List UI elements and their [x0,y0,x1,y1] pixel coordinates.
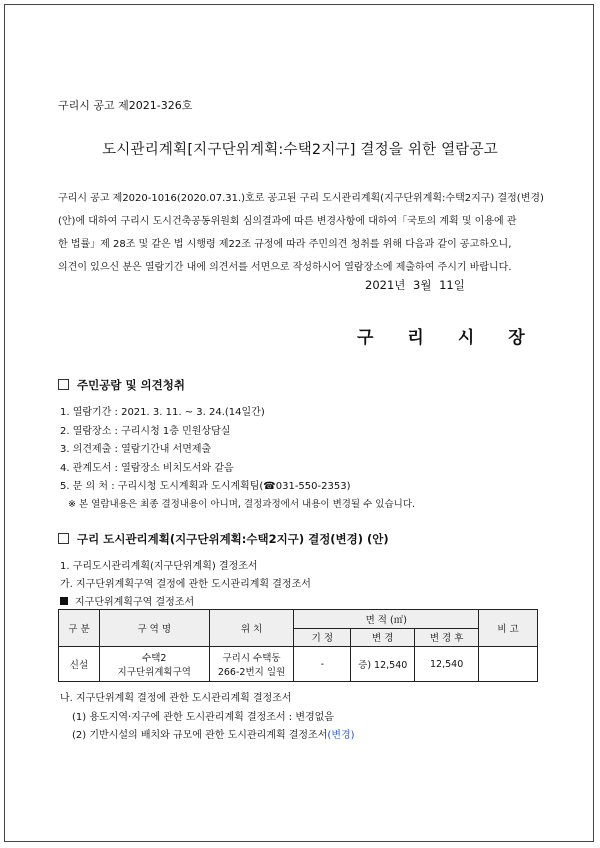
table-caption [60,593,194,608]
table-caption-text: 지구단위계획구역 결정조서 [75,597,195,608]
cell-existing: - [294,647,351,682]
section2-line3: 나. 지구단위계획 결정에 관한 도시관리계획 결정조서 [60,693,292,704]
body-line: 한 법률」제 28조 및 같은 법 시행령 제22조 규정에 따라 주민의견 청취를 위해 다음과 같이 공고하오니, [58,239,512,250]
table-row [59,647,538,682]
checkbox-icon [58,533,69,544]
header-location: 위 치 [209,610,294,647]
section2-sub2 [72,726,355,741]
location-line: 266-2번지 일원 [217,667,286,678]
decision-table [58,609,538,682]
section1-note: ※ 본 열람내용은 최종 결정내용이 아니며, 결정과정에서 내용이 변경될 수 있습니다. [68,499,416,510]
checkbox-icon [58,379,69,390]
section1-heading [58,377,185,393]
header-zone-name: 구 역 명 [99,610,209,647]
header-change: 변 경 [351,628,415,647]
notice-title: 도시관리계획[지구단위계획:수택2지구] 결정을 위한 열람공고 [102,142,498,158]
body-line: (안)에 대하여 구리시 도시건축공동위원회 심의결과에 따른 변경사항에 대하여「국토의 계획 및 이용에 관 [58,216,517,227]
body-line: 구리시 공고 제2020-1016(2020.07.31.)호로 공고된 구리 도시관리계획(지구단위계획:수택2지구) 결정(변경) [58,193,544,204]
section2-line1: 1. 구리도시관리계획(지구단위계획) 결정조서 [60,561,258,572]
header-area: 면 적 (㎡) [294,610,479,629]
cell-after: 12,540 [415,647,479,682]
section1-item: 3. 의견제출 : 열람기간내 서면제출 [60,444,212,455]
section2-heading [58,531,389,547]
notice-body [58,187,558,279]
cell-remarks [479,647,538,682]
section1-heading-text: 주민공람 및 의견청취 [77,378,185,392]
body-line: 의견이 있으신 분은 열람기간 내에 의견서를 서면으로 작성하시어 열람장소에 제출하여 주시기 바랍니다. [58,262,512,273]
header-remarks: 비 고 [479,610,538,647]
section1-item: 1. 열람기간 : 2021. 3. 11. ~ 3. 24.(14일간) [60,407,265,418]
cell-zone-name [99,647,209,682]
cell-division: 신설 [59,647,100,682]
sub2-text: (2) 기반시설의 배치와 규모에 관한 도시관리계획 결정조서 [72,730,328,741]
section2-sub1: (1) 용도지역·지구에 관한 도시관리계획 결정조서 : 변경없음 [72,712,334,723]
header-after: 변 경 후 [415,628,479,647]
section1-item: 5. 문 의 처 : 구리시청 도시계획과 도시계획팀(☎031-550-2353) [60,481,351,492]
notice-date: 2021년 3월 11일 [365,278,465,292]
section2-line2: 가. 지구단위계획구역 결정에 관한 도시관리계획 결정조서 [60,579,311,590]
sub2-highlight: (변경) [327,730,355,741]
section2-heading-text: 구리 도시관리계획(지구단위계획:수택2지구) 결정(변경) (안) [77,532,389,546]
section1-item: 2. 열람장소 : 구리시청 1층 민원상담실 [60,426,231,437]
zone-name-line: 수택2 [142,653,167,664]
notice-number: 구리시 공고 제2021-326호 [58,99,193,112]
header-division: 구 분 [59,610,100,647]
location-line: 구리시 수택동 [222,653,281,664]
header-existing: 기 정 [294,628,351,647]
section1-item: 4. 관계도서 : 열람장소 비치도서와 같음 [60,463,234,474]
issuer-name: 구리시장 [357,328,559,348]
cell-location [209,647,294,682]
zone-name-line: 지구단위계획구역 [117,667,191,678]
cell-change: 증) 12,540 [351,647,415,682]
square-bullet-icon [60,597,68,605]
